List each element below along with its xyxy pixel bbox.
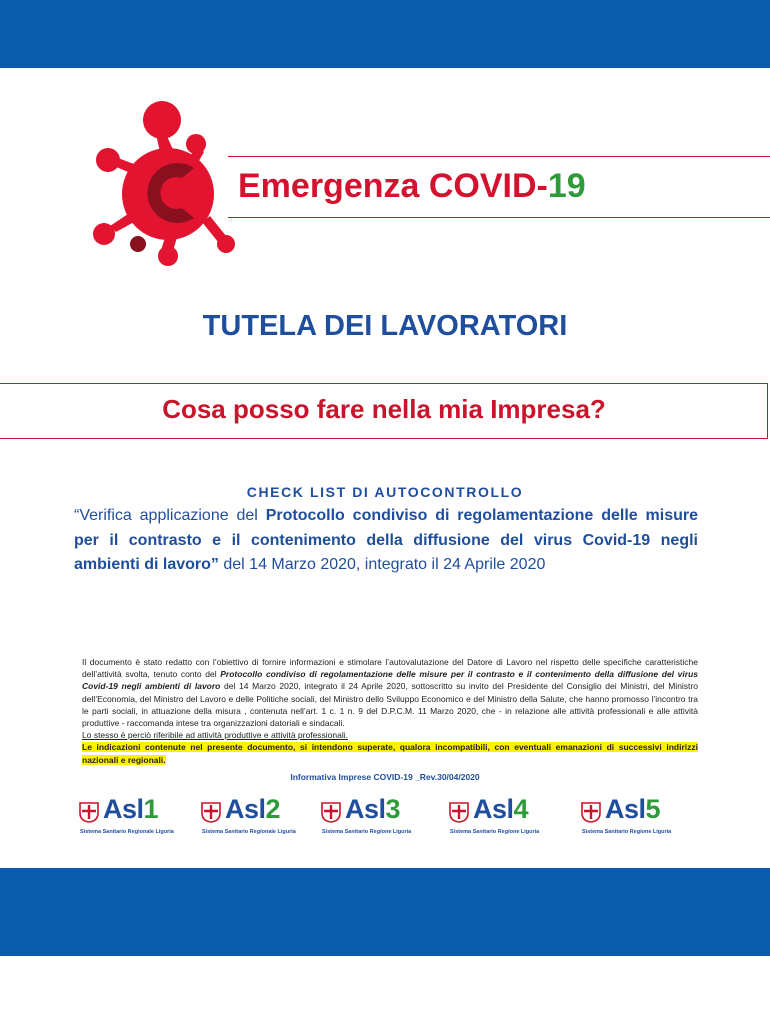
liguria-shield-icon [448, 801, 470, 823]
title-number: 19 [547, 167, 586, 205]
disclaimer [82, 656, 698, 766]
disclaimer-body [82, 656, 698, 729]
disclaimer-highlighted: Le indicazioni contenute nel presente documento, si intendono superate, qualora incompatibili, con eventuali emanazioni di successivi indirizzi nazionali e regionali. [82, 742, 698, 765]
asl-subtitle: Sistema Sanitario Regione Liguria [582, 829, 672, 835]
disclaimer-underlined: Lo stesso è perciò riferibile ad attività produttive e attività professionali. [82, 730, 348, 741]
asl-subtitle: Sistema Sanitario Regione Liguria [322, 829, 412, 835]
liguria-shield-icon [78, 801, 100, 823]
disclaimer-protocol-ref: Protocollo condiviso di regolamentazione delle misure per il contrasto e il contenimento della diffusione del virus Covid-19 negli ambienti di lavoro [82, 669, 698, 692]
page-title [238, 167, 586, 206]
disclaimer-part-1: Il documento è stato redatto con l’obiettivo di fornire informazioni e stimolare l’autovalutazione del Datore di Lavoro nel rispetto delle specifiche caratteristiche dell’attività svolta, tenuto conto del [82, 657, 698, 680]
revision-note: Informativa Imprese COVID-19 _Rev.30/04/2020 [290, 772, 480, 782]
asl-subtitle: Sistema Sanitario Regione Liguria [450, 829, 540, 835]
protocol-name: Protocollo condiviso di regolamentazione delle misure per il contrasto e il contenimento della diffusione del virus Covid-19 negli ambienti di lavoro” [74, 507, 698, 574]
liguria-shield-icon [200, 801, 222, 823]
title-prefix: Emergenza COVID- [238, 167, 548, 205]
asl-logo-3 [320, 792, 436, 840]
asl-logo-name [473, 794, 528, 825]
asl-logo-name [345, 794, 400, 825]
question-heading: Cosa posso fare nella mia Impresa? [162, 394, 606, 424]
protocol-date: del 14 Marzo 2020, integrato il 24 Aprile 2020 [223, 556, 546, 574]
verifica-open: “Verifica applicazione del [74, 507, 258, 524]
verification-paragraph [74, 504, 698, 578]
top-banner [0, 0, 770, 68]
asl-name: Asl [473, 794, 514, 824]
asl-name: Asl [345, 794, 386, 824]
asl-subtitle: Sistema Sanitario Regionale Liguria [80, 829, 174, 835]
asl-logo-name [103, 794, 158, 825]
asl-name: Asl [225, 794, 266, 824]
asl-number: 5 [645, 794, 661, 824]
asl-logo-4 [448, 792, 564, 840]
bottom-banner [0, 868, 770, 956]
asl-logo-name [225, 794, 280, 825]
asl-logo-name [605, 794, 660, 825]
asl-logo-1 [78, 792, 194, 840]
asl-name: Asl [605, 794, 646, 824]
title-box [228, 156, 770, 218]
disclaimer-underlined-line [82, 729, 698, 741]
virus-logo-icon [88, 94, 238, 266]
disclaimer-highlighted-line [82, 741, 698, 765]
question-box [0, 383, 768, 439]
asl-logo-5 [580, 792, 696, 840]
liguria-shield-icon [580, 801, 602, 823]
headline: TUTELA DEI LAVORATORI [202, 310, 568, 342]
asl-number: 4 [513, 794, 529, 824]
checklist-label: CHECK LIST DI AUTOCONTROLLO [246, 484, 524, 500]
asl-number: 2 [265, 794, 281, 824]
asl-logo-2 [200, 792, 316, 840]
asl-logos [78, 792, 698, 842]
liguria-shield-icon [320, 801, 342, 823]
asl-number: 3 [385, 794, 401, 824]
asl-number: 1 [143, 794, 159, 824]
asl-subtitle: Sistema Sanitario Regionale Liguria [202, 829, 296, 835]
disclaimer-part-2: del 14 Marzo 2020, integrato il 24 Aprile 2020, sottoscritto su invito del Presidente del Consiglio dei Ministri, del Ministro dell’Economia, del Ministro del Lavoro e delle Politiche sociali, del Ministro dello Sviluppo Economico e del Ministro della Salute, che hanno promosso l’incontro tra le parti sociali, in attuazione della misura , contenuta nell’art. 1 c. 1 n. 9 del D.P.C.M. 11 Marzo 2020, che - in relazione alle attività professionali e alle attività produttive - raccomanda intese tra organizzazioni datoriali e sindacali. [82, 681, 698, 729]
asl-name: Asl [103, 794, 144, 824]
